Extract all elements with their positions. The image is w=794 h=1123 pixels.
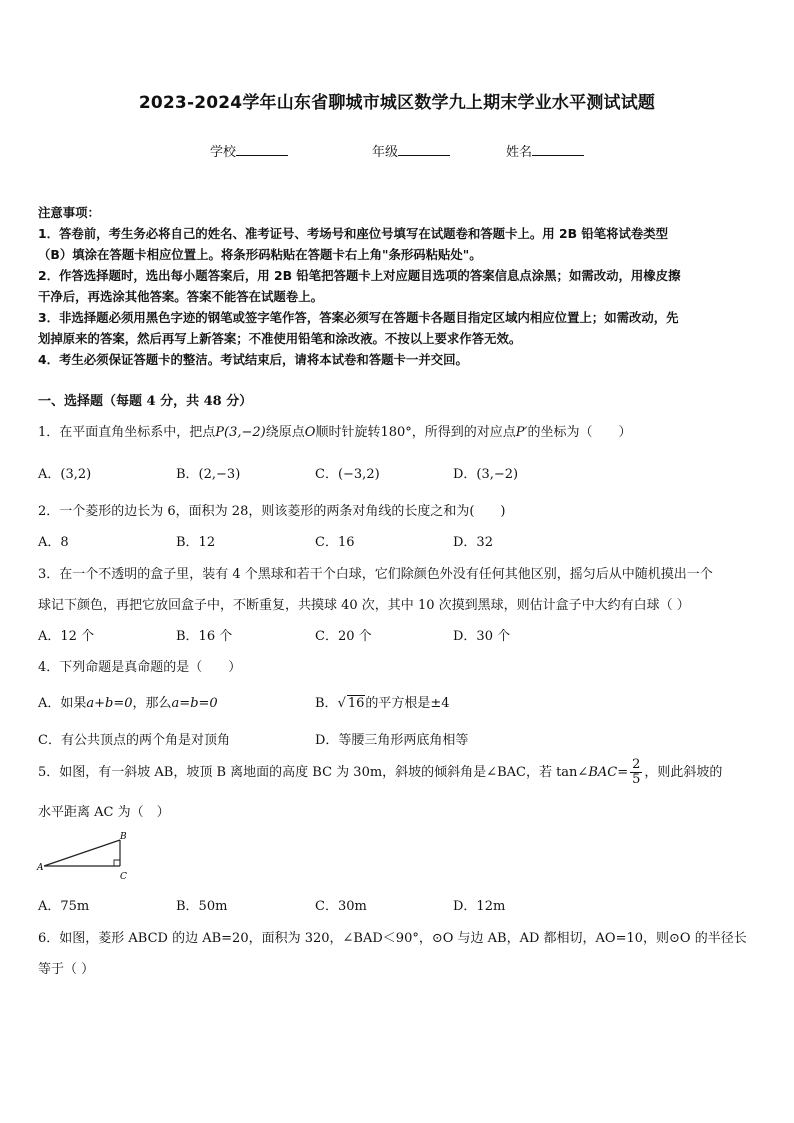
q2-option-c[interactable]: C．16 (315, 535, 355, 550)
grade-blank[interactable] (398, 143, 450, 156)
fraction-denominator: 5 (632, 772, 641, 787)
q4-option-b-text: 的平方根是±4 (365, 696, 450, 711)
q4-option-a-text: A．如果 (38, 696, 87, 711)
q1-option-b[interactable]: B．(2,−3) (176, 467, 241, 482)
label-a: A (37, 863, 44, 873)
q5-option-d[interactable]: D．12m (453, 899, 506, 914)
right-angle-mark (114, 860, 120, 866)
q5-text: ，则此斜坡的 (644, 765, 723, 780)
q3-option-c[interactable]: C．20 个 (315, 629, 372, 644)
q1-angle: 180° (380, 425, 412, 440)
q2-option-a[interactable]: A．8 (38, 535, 69, 550)
question-4: 4．下列命题是真命题的是（ ） (38, 660, 242, 675)
question-6-line-2: 等于（ ） (38, 962, 95, 977)
question-3-line-1: 3．在一个不透明的盒子里，装有 4 个黑球和若干个白球，它们除颜色外没有任何其他区别，摇匀后从中随机摸出一个 (38, 567, 713, 582)
q1-point: P(3,−2) (215, 425, 266, 440)
notes-line: （B）填涂在答题卡相应位置上。将条形码粘贴在答题卡右上角"条形码粘贴处"。 (38, 247, 482, 262)
q2-option-b[interactable]: B．12 (176, 535, 216, 550)
q4-option-a-math: a+b=0 (86, 696, 133, 711)
sqrt-sign: √ (337, 696, 346, 711)
q5-option-a[interactable]: A．75m (38, 899, 90, 914)
q5-equals: = (617, 765, 629, 780)
q2-option-d[interactable]: D．32 (453, 535, 493, 550)
q1-text: 顺时针旋转 (315, 425, 381, 440)
name-field (506, 141, 584, 160)
notes-line: 3．非选择题必须用黑色字迹的钢笔或签字笔作答，答案必须写在答题卡各题目指定区域内相应位置上；如需改动，先 (38, 310, 679, 325)
page-title: 2023-2024学年山东省聊城市城区数学九上期末学业水平测试试题 (138, 93, 656, 113)
question-5-line-2: 水平距离 AC 为（ ） (38, 805, 170, 820)
name-blank[interactable] (532, 143, 584, 156)
question-3-line-2: 球记下颜色，再把它放回盒子中，不断重复，共摸球 40 次，其中 10 次摸到黑球，则估计盒子中大约有白球（ ） (38, 598, 690, 613)
q4-option-d[interactable]: D．等腰三角形两底角相等 (315, 733, 469, 748)
q5-option-b[interactable]: B．50m (176, 899, 228, 914)
q1-origin: O (304, 425, 316, 440)
question-2: 2．一个菱形的边长为 6，面积为 28，则该菱形的两条对角线的长度之和为( ) (38, 504, 506, 519)
slope-diagram (34, 828, 134, 884)
label-b: B (120, 832, 127, 842)
notes-line: 1．答卷前，考生务必将自己的姓名、准考证号、考场号和座位号填写在试题卷和答题卡上。用 2B 铅笔将试卷类型 (38, 226, 669, 241)
name-label: 姓名 (506, 145, 533, 160)
side-ab (44, 840, 120, 866)
q5-fraction (630, 758, 642, 787)
section-heading: 一、选择题（每题 4 分，共 48 分） (38, 394, 253, 409)
q4-option-a[interactable] (38, 692, 218, 711)
notes-line: 干净后，再选涂其他答案。答案不能答在试题卷上。 (38, 289, 323, 304)
q4-option-b[interactable] (315, 692, 450, 711)
q3-option-b[interactable]: B．16 个 (176, 629, 233, 644)
q1-option-c[interactable]: C．(−3,2) (315, 467, 380, 482)
q1-text: ，所得到的对应点 (411, 425, 516, 440)
school-blank[interactable] (236, 143, 288, 156)
q4-option-c[interactable]: C．有公共顶点的两个角是对顶角 (38, 733, 230, 748)
q1-text: 1．在平面直角坐标系中，把点 (38, 425, 216, 440)
notes-line: 2．作答选择题时，选出每小题答案后，用 2B 铅笔把答题卡上对应题目选项的答案信息点涂黑；如需改动，用橡皮擦 (38, 268, 681, 283)
q1-option-d[interactable]: D．(3,−2) (453, 467, 519, 482)
grade-field (372, 141, 450, 160)
grade-label: 年级 (372, 145, 399, 160)
label-c: C (120, 872, 127, 882)
q1-option-a[interactable]: A．(3,2) (38, 467, 92, 482)
notes-line: 4．考生必须保证答题卡的整洁。考试结束后，请将本试卷和答题卡一并交回。 (38, 352, 468, 367)
q5-option-c[interactable]: C．30m (315, 899, 367, 914)
notes-header: 注意事项： (38, 205, 100, 220)
question-1 (38, 421, 632, 440)
notes-line: 划掉原来的答案，然后再写上新答案；不准使用铅笔和涂改液。不按以上要求作答无效。 (38, 331, 522, 346)
q5-text: 5．如图，有一斜坡 AB，坡顶 B 离地面的高度 BC 为 30m，斜坡的倾斜角是∠BAC，若 tan∠ (38, 765, 589, 780)
q5-angle: BAC (588, 765, 618, 780)
fraction-numerator: 2 (632, 757, 641, 772)
q4-radicand: 16 (347, 696, 365, 711)
q4-option-a-text: ，那么 (132, 696, 172, 711)
q4-option-b-text: B． (315, 696, 338, 711)
q3-option-a[interactable]: A．12 个 (38, 629, 95, 644)
q1-pprime: P′ (515, 425, 528, 440)
q1-text: 绕原点 (265, 425, 305, 440)
school-field (210, 141, 288, 160)
school-label: 学校 (210, 145, 237, 160)
question-5-line-1 (38, 756, 722, 796)
question-6-line-1: 6．如图，菱形 ABCD 的边 AB=20，面积为 320，∠BAD＜90°，⊙O 与边 AB，AD 都相切，AO=10，则⊙O 的半径长 (38, 931, 747, 946)
q4-option-a-math: a=b=0 (171, 696, 218, 711)
q1-text: 的坐标为（ ） (527, 425, 632, 440)
q3-option-d[interactable]: D．30 个 (453, 629, 511, 644)
